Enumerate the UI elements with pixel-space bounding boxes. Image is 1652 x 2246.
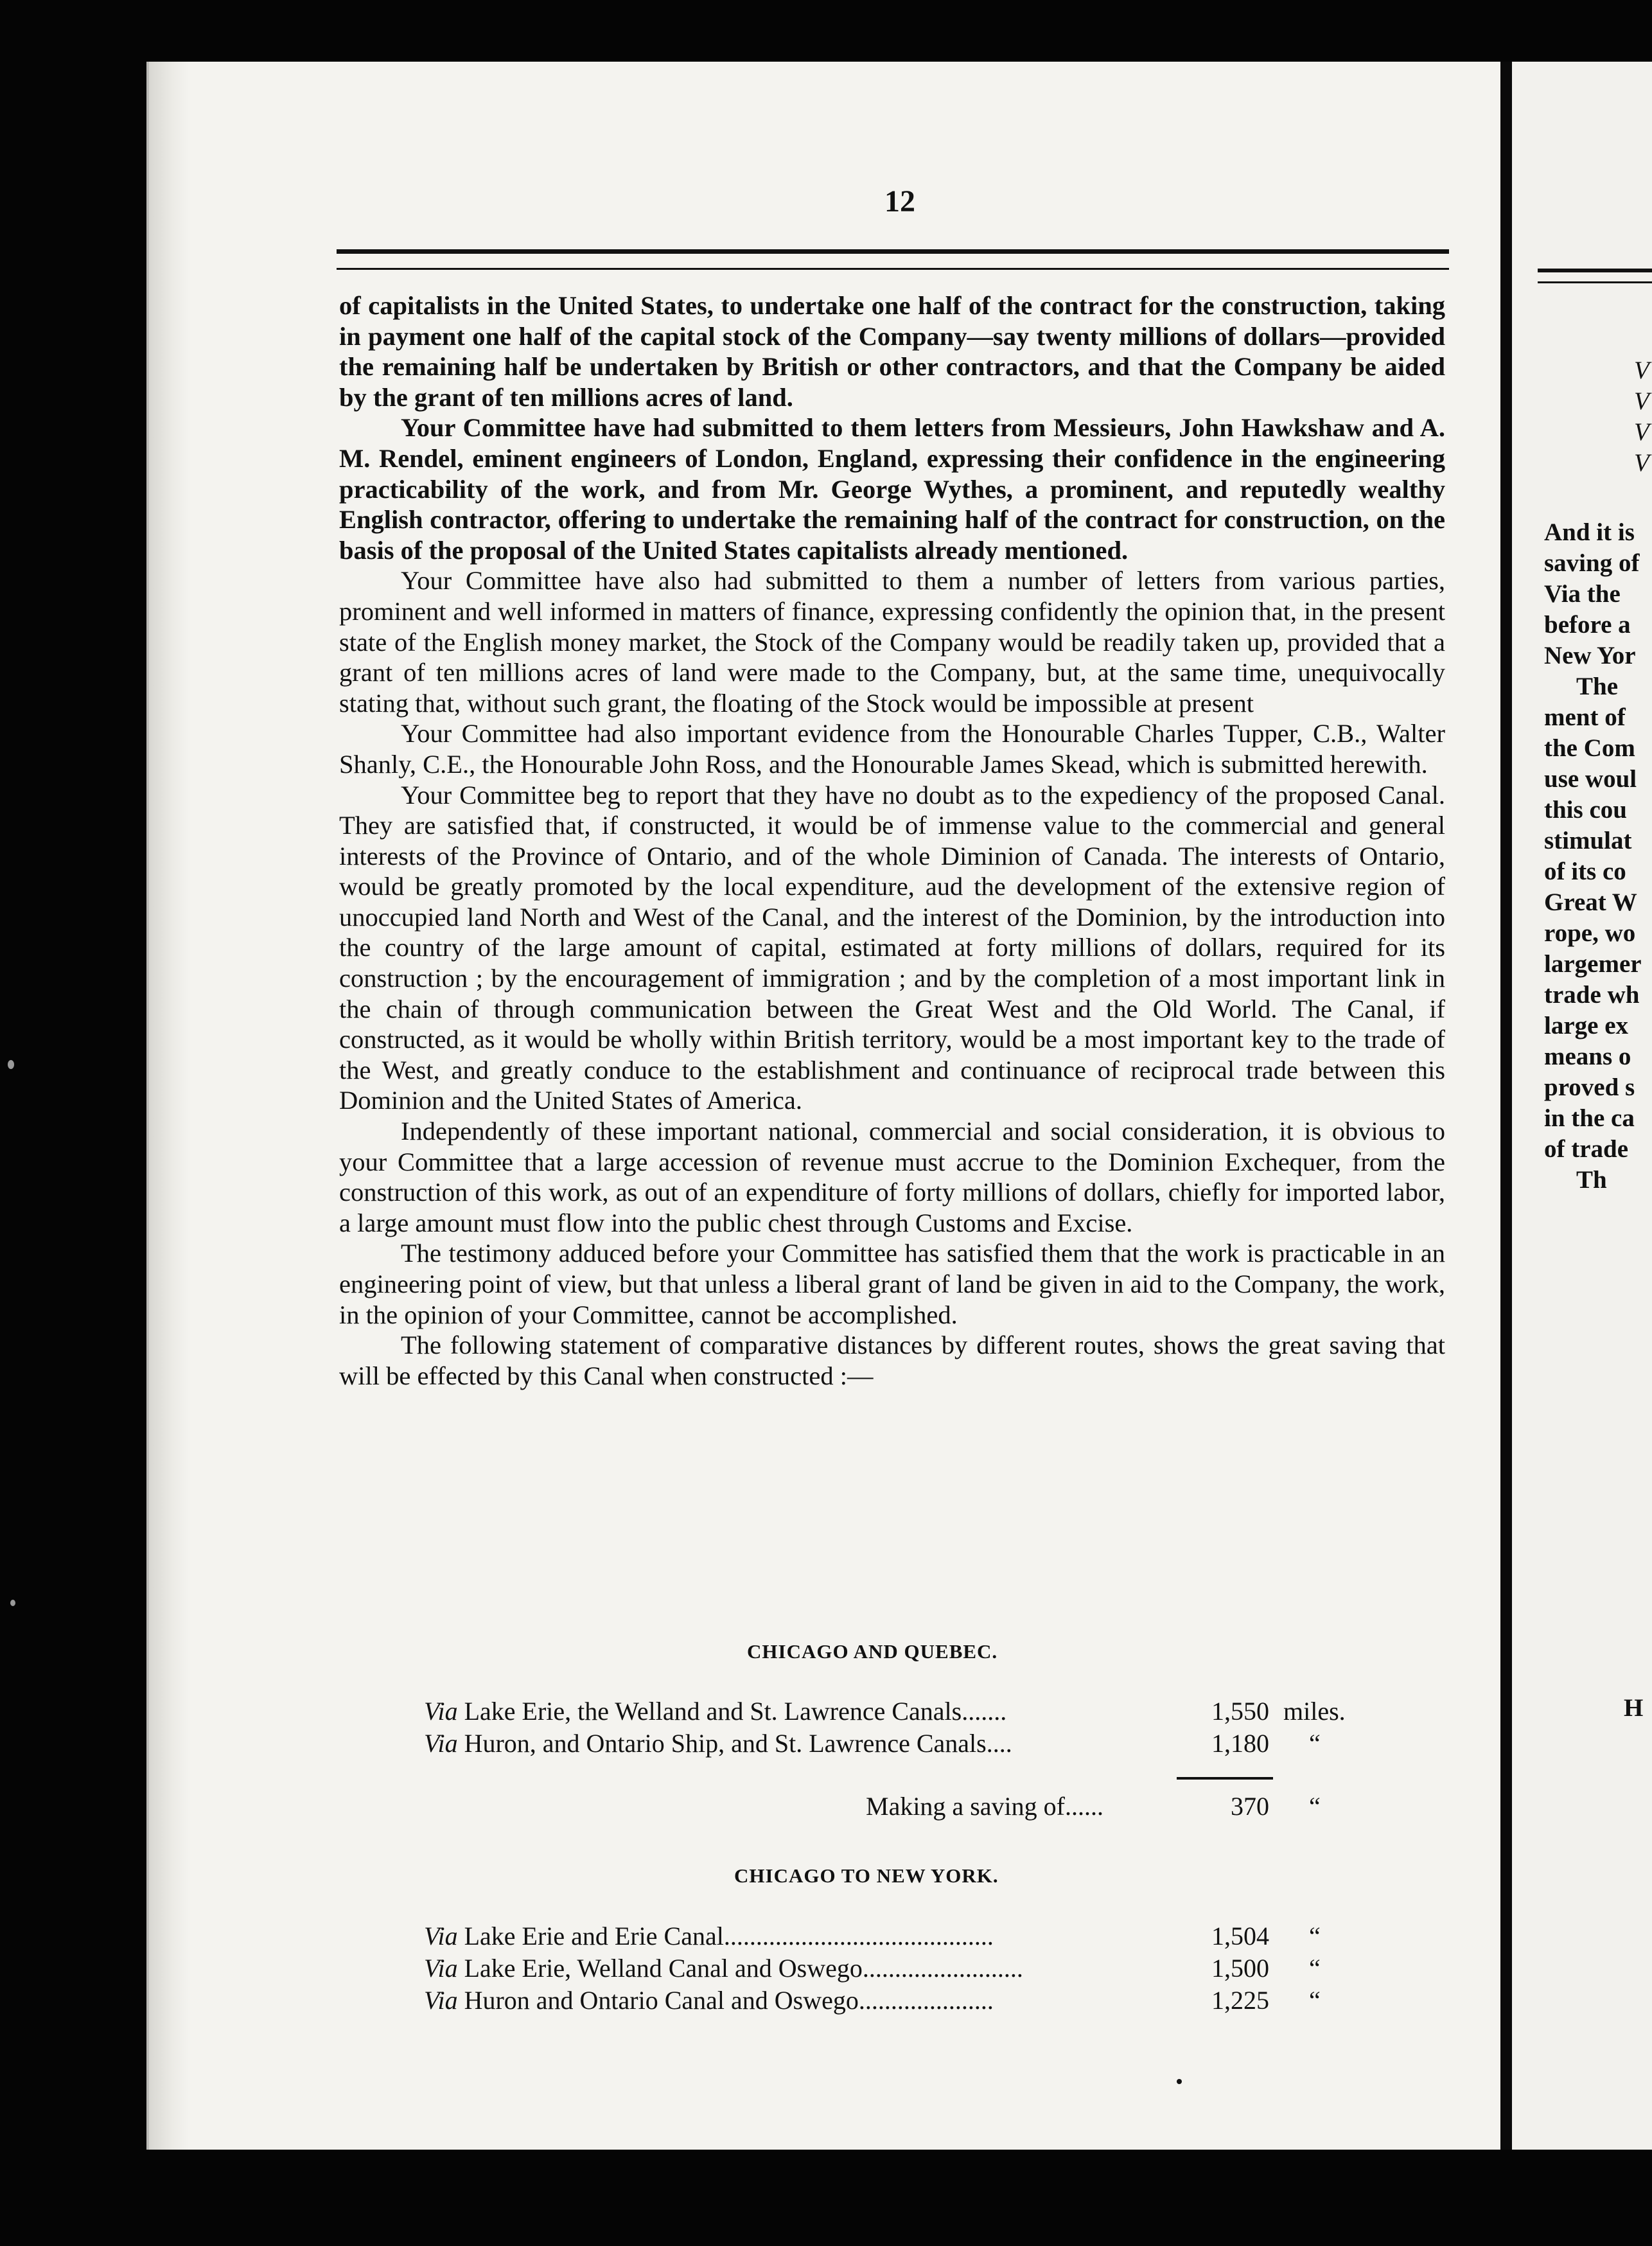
facing-line: largemer bbox=[1544, 950, 1642, 978]
facing-line: Via the bbox=[1544, 580, 1621, 608]
facing-line: of trade bbox=[1544, 1135, 1629, 1163]
distance-unit: “ bbox=[1309, 1729, 1321, 1758]
header-rule bbox=[337, 249, 1449, 270]
distance-value: 1,550 bbox=[1211, 1697, 1269, 1726]
paragraph: Your Committee had also important evidence from the Honourable Charles Tupper, C.B., Walter Shanly, C.E., the Honourable John Ross, and the Honourable James Skead, which is submitted herewith. bbox=[339, 719, 1445, 779]
paragraph: Your Committee have also had submitted to them a number of letters from various parties, prominent and well informed in matters of finance, expressing confidently the opinion that, in the present state of the English money market, the Stock of the Company would be readily taken up, provided that a grant of ten millions acres of land were made to the Company, but, at the same time, unequivocally stating that, without such grant, the floating of the Stock would be impossible at present bbox=[339, 566, 1445, 718]
facing-via-1: V bbox=[1634, 357, 1649, 384]
distance-row bbox=[424, 1953, 1362, 1985]
ink-speck bbox=[1177, 2079, 1182, 2084]
facing-line: stimulat bbox=[1544, 827, 1632, 854]
via-label: Via bbox=[424, 1697, 458, 1726]
facing-line: Th bbox=[1576, 1166, 1607, 1194]
leader-dots: ...... bbox=[1064, 1792, 1103, 1821]
facing-line: of its co bbox=[1544, 858, 1626, 885]
facing-line: large ex bbox=[1544, 1012, 1629, 1039]
distance-unit: “ bbox=[1309, 1922, 1321, 1950]
saving-label: Making a saving of bbox=[866, 1792, 1065, 1821]
leader-dots: .......................................... bbox=[723, 1922, 994, 1950]
via-label: Via bbox=[424, 1922, 458, 1950]
facing-line: rope, wo bbox=[1544, 919, 1636, 947]
facing-line: proved s bbox=[1544, 1074, 1635, 1101]
saving-row bbox=[424, 1791, 1362, 1823]
facing-line: And it is bbox=[1544, 518, 1635, 546]
via-label: Via bbox=[424, 1986, 458, 2015]
page-number: 12 bbox=[884, 184, 915, 218]
facing-bottom-word: H bbox=[1624, 1694, 1644, 1722]
body-text bbox=[339, 290, 1445, 1391]
facing-page bbox=[1512, 62, 1652, 2150]
facing-line: this cou bbox=[1544, 796, 1627, 824]
route-cell bbox=[424, 1953, 1023, 1983]
sum-rule bbox=[1177, 1777, 1273, 1783]
distance-unit: miles. bbox=[1283, 1697, 1346, 1726]
facing-line: in the ca bbox=[1544, 1104, 1635, 1132]
leader-dots: .... bbox=[986, 1729, 1012, 1758]
distance-unit: “ bbox=[1309, 1954, 1321, 1983]
leader-dots: ......................... bbox=[862, 1954, 1023, 1983]
table-heading-new-york: CHICAGO TO NEW YORK. bbox=[734, 1864, 999, 1887]
scan-speck bbox=[10, 1600, 15, 1606]
saving-value: 370 bbox=[1231, 1792, 1269, 1821]
distance-value: 1,500 bbox=[1211, 1954, 1269, 1983]
route-name: Huron and Ontario Canal and Oswego bbox=[464, 1986, 859, 2015]
facing-line: saving of bbox=[1544, 549, 1640, 577]
distance-row bbox=[424, 1696, 1362, 1728]
facing-line: New Yor bbox=[1544, 642, 1636, 669]
paragraph: The testimony adduced before your Committee has satisfied them that the work is practicable in an engineering point of view, but that unless a liberal grant of land be given in aid to the Company, the work, in the opinion of your Committee, cannot be accomplished. bbox=[339, 1239, 1445, 1329]
route-name: Huron, and Ontario Ship, and St. Lawrence Canals bbox=[464, 1729, 987, 1758]
paragraph: Your Committee beg to report that they have no doubt as to the expediency of the proposed Canal. They are satisfied that, if constructed, it would be of immense value to the commercial and general interests of the Province of Ontario, and of the whole Diminion of Canada. The interests of Ontario, would be greatly promoted by the local expenditure, aud the development of the extensive region of unoccupied land North and West of the Canal, and the interest of the Dominion, by the introduction into the country of the large amount of capital, estimated at forty millions of dollars, required for its construction ; by the encouragement of immigration ; and by the completion of a most important link in the chain of through communication between the Great West and the Old World. The Canal, if constructed, as it would be wholly within British territory, would be a most important key to the trade of the West, and greatly conduce to the establishment and continuance of reciprocal trade between this Dominion and the United States of America. bbox=[339, 780, 1445, 1115]
paragraph: The following statement of comparative distances by different routes, shows the great saving that will be effected by this Canal when constructed :— bbox=[339, 1331, 1445, 1390]
leader-dots: ..................... bbox=[858, 1986, 994, 2015]
route-name: Lake Erie, the Welland and St. Lawrence Canals bbox=[464, 1697, 962, 1726]
distance-unit: “ bbox=[1309, 1792, 1321, 1821]
page-binding-edge bbox=[146, 62, 189, 2150]
facing-via-3: V bbox=[1634, 418, 1649, 446]
saving-cell bbox=[866, 1791, 1103, 1821]
facing-line: ment of bbox=[1544, 703, 1626, 731]
route-cell bbox=[424, 1728, 1012, 1758]
route-name: Lake Erie, Welland Canal and Oswego bbox=[464, 1954, 863, 1983]
leader-dots: ....... bbox=[962, 1697, 1007, 1726]
facing-page-rule bbox=[1538, 269, 1652, 283]
facing-via-2: V bbox=[1634, 387, 1649, 415]
route-cell bbox=[424, 1985, 994, 2015]
facing-line: The bbox=[1576, 673, 1619, 700]
distance-value: 1,180 bbox=[1211, 1729, 1269, 1758]
facing-line: Great W bbox=[1544, 889, 1637, 916]
facing-line: trade wh bbox=[1544, 981, 1640, 1009]
paragraph: Your Committee have had submitted to them letters from Messieurs, John Hawkshaw and A. M. Rendel, eminent engineers of London, England, expressing their confidence in the engineering practicability of the work, and from Mr. George Wythes, a prominent, and reputedly wealthy English contractor, offering to undertake the remaining half of the contract for construction, on the basis of the proposal of the United States capitalists already mentioned. bbox=[339, 413, 1445, 565]
route-cell bbox=[424, 1921, 994, 1951]
distance-value: 1,504 bbox=[1211, 1922, 1269, 1950]
book-gutter bbox=[1500, 62, 1512, 2150]
route-cell bbox=[424, 1696, 1006, 1726]
distance-row bbox=[424, 1985, 1362, 2017]
distance-value: 1,225 bbox=[1211, 1986, 1269, 2015]
route-name: Lake Erie and Erie Canal bbox=[464, 1922, 724, 1950]
via-label: Via bbox=[424, 1954, 458, 1983]
paragraph: Independently of these important national, commercial and social consideration, it is obvious to your Committee that a large accession of revenue must accrue to the Dominion Exchequer, from the construction of this work, as out of an expenditure of forty millions of dollars, chiefly for imported labor, a large amount must flow into the public chest through Customs and Excise. bbox=[339, 1117, 1445, 1237]
facing-line: means o bbox=[1544, 1043, 1631, 1070]
distance-row bbox=[424, 1728, 1362, 1760]
distance-unit: “ bbox=[1309, 1986, 1321, 2015]
facing-line: the Com bbox=[1544, 734, 1635, 762]
facing-line: before a bbox=[1544, 611, 1631, 639]
table-heading-quebec: CHICAGO AND QUEBEC. bbox=[747, 1640, 998, 1663]
facing-via-4: V bbox=[1634, 449, 1649, 477]
distance-row bbox=[424, 1921, 1362, 1953]
paragraph: of capitalists in the United States, to undertake one half of the contract for the construction, taking in payment one half of the capital stock of the Company—say twenty millions of dollars—provided the remaining half be undertaken by British or other contractors, and that the Company be aided by the grant of ten millions acres of land. bbox=[339, 291, 1445, 412]
facing-line: use woul bbox=[1544, 765, 1637, 793]
scan-speck bbox=[8, 1060, 14, 1069]
via-label: Via bbox=[424, 1729, 458, 1758]
